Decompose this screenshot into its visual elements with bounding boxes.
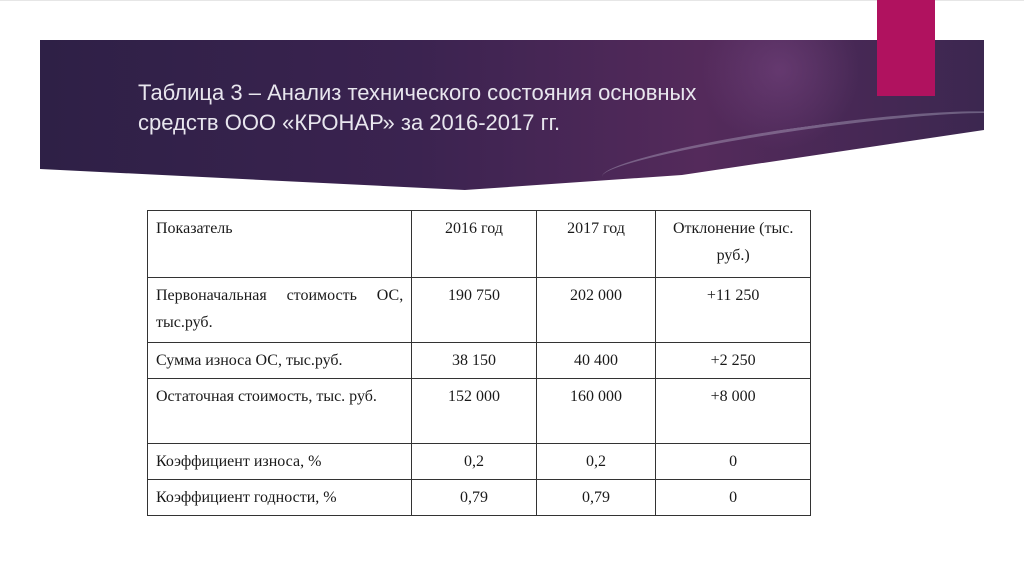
row-label: Первоначальная стоимость ОС, тыс.руб. bbox=[148, 278, 412, 343]
value-deviation: 0 bbox=[656, 480, 811, 516]
value-2016: 0,2 bbox=[412, 444, 537, 480]
header-deviation: Отклонение (тыс. руб.) bbox=[656, 211, 811, 278]
value-2016: 38 150 bbox=[412, 343, 537, 379]
table-row bbox=[148, 278, 811, 343]
value-2017: 40 400 bbox=[536, 343, 656, 379]
table-row bbox=[148, 480, 811, 516]
value-2016: 0,79 bbox=[412, 480, 537, 516]
row-label: Коэффициент годности, % bbox=[148, 480, 412, 516]
table-header-row bbox=[148, 211, 811, 278]
value-deviation: +8 000 bbox=[656, 379, 811, 444]
top-divider bbox=[0, 0, 1024, 1]
value-2017: 160 000 bbox=[536, 379, 656, 444]
row-label: Сумма износа ОС, тыс.руб. bbox=[148, 343, 412, 379]
slide-title bbox=[138, 78, 858, 138]
table-row bbox=[148, 444, 811, 480]
table-row bbox=[148, 343, 811, 379]
header-indicator: Показатель bbox=[148, 211, 412, 278]
value-deviation: 0 bbox=[656, 444, 811, 480]
header-2017: 2017 год bbox=[536, 211, 656, 278]
value-deviation: +11 250 bbox=[656, 278, 811, 343]
header-2016: 2016 год bbox=[412, 211, 537, 278]
value-2017: 0,2 bbox=[536, 444, 656, 480]
value-2017: 0,79 bbox=[536, 480, 656, 516]
value-2016: 152 000 bbox=[412, 379, 537, 444]
table-row bbox=[148, 379, 811, 444]
value-deviation: +2 250 bbox=[656, 343, 811, 379]
analysis-table bbox=[147, 210, 811, 516]
row-label: Остаточная стоимость, тыс. руб. bbox=[148, 379, 412, 444]
value-2017: 202 000 bbox=[536, 278, 656, 343]
slide-title-line1: Таблица 3 – Анализ технического состояния основных bbox=[138, 80, 697, 105]
slide-title-line2: средств ООО «КРОНАР» за 2016-2017 гг. bbox=[138, 110, 561, 135]
value-2016: 190 750 bbox=[412, 278, 537, 343]
row-label: Коэффициент износа, % bbox=[148, 444, 412, 480]
accent-bar bbox=[877, 0, 935, 96]
